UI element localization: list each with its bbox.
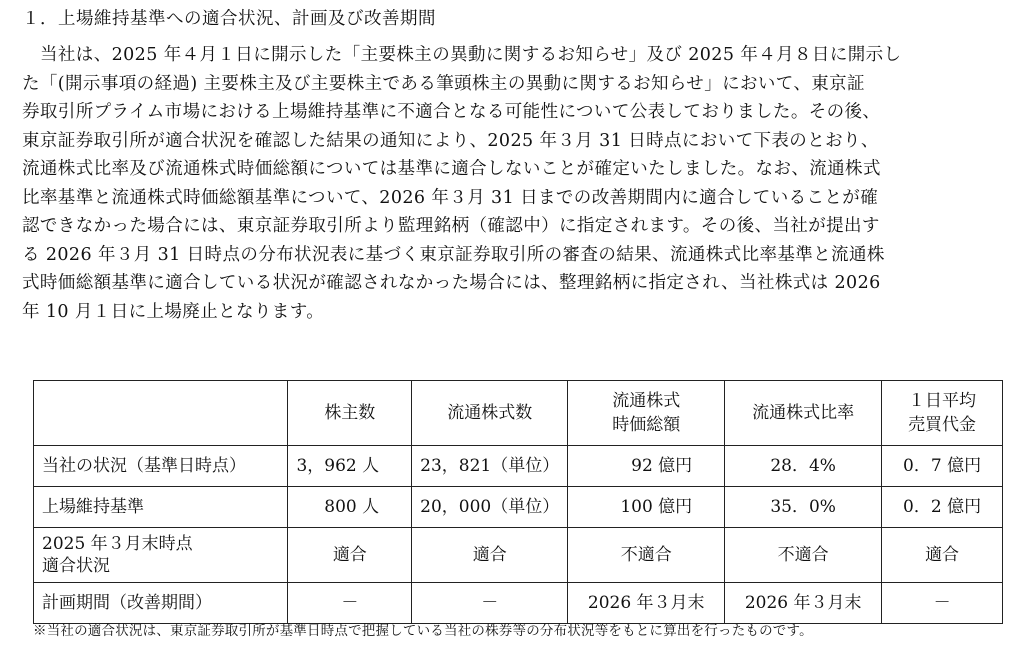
table-row — [34, 583, 1003, 624]
header-cell-daily-trading — [882, 381, 1003, 446]
paragraph-line: 年 10 月１日に上場廃止となります。 — [22, 301, 325, 322]
table-row — [34, 528, 1003, 583]
table-cell: － — [882, 583, 1003, 624]
table-cell: 3，962 人 — [288, 446, 412, 487]
table-cell: 適合 — [288, 528, 412, 583]
footnote: ※当社の適合状況は、東京証券取引所が基準日時点で把握している当社の株券等の分布状況等をもとに算出を行ったものです。 — [33, 623, 813, 639]
header-line: 売買代金 — [908, 415, 977, 435]
table-cell: 92 億円 — [568, 446, 725, 487]
paragraph-line: 流通株式比率及び流通株式時価総額については基準に適合しないことが確定いたしました。なお、流通株式 — [22, 159, 881, 179]
header-line: １日平均 — [908, 391, 977, 411]
row-label: 上場維持基準 — [34, 487, 288, 528]
header-line: 流通株式 — [612, 391, 681, 411]
table-cell: － — [412, 583, 568, 624]
body-paragraph — [22, 41, 1004, 326]
row-label — [34, 528, 288, 583]
row-label-line: 2025 年３月末時点 — [42, 534, 193, 554]
table-header-row — [34, 381, 1003, 446]
table-cell: － — [288, 583, 412, 624]
table-cell: 2026 年３月末 — [725, 583, 882, 624]
paragraph-line: 東京証券取引所が適合状況を確認した結果の通知により、2025 年３月 31 日時点において下表のとおり、 — [22, 130, 879, 151]
table-cell: 23，821（単位） — [412, 446, 568, 487]
table-cell: 800 人 — [288, 487, 412, 528]
header-cell-tradable-shares: 流通株式数 — [412, 381, 568, 446]
table-cell: 20，000（単位） — [412, 487, 568, 528]
header-cell-market-cap — [568, 381, 725, 446]
table-row — [34, 487, 1003, 528]
paragraph-line: 認できなかった場合には、東京証券取引所より監理銘柄（確認中）に指定されます。その後、当社が提出す — [22, 216, 880, 236]
table-cell: 不適合 — [725, 528, 882, 583]
row-label-line: 適合状況 — [42, 556, 110, 576]
table-cell: 0．2 億円 — [882, 487, 1003, 528]
table-row — [34, 446, 1003, 487]
paragraph-line: 券取引所プライム市場における上場維持基準に不適合となる可能性について公表しておりました。その後、 — [22, 102, 881, 122]
row-label: 計画期間（改善期間） — [34, 583, 288, 624]
section-heading: １．上場維持基準への適合状況、計画及び改善期間 — [22, 9, 436, 29]
header-cell-tradable-ratio: 流通株式比率 — [725, 381, 882, 446]
header-cell-shareholders: 株主数 — [288, 381, 412, 446]
paragraph-line: る 2026 年３月 31 日時点の分布状況表に基づく東京証券取引所の審査の結果、流通株式比率基準と流通株 — [22, 244, 885, 265]
header-cell-empty — [34, 381, 288, 446]
table-cell: 28．4% — [725, 446, 882, 487]
table-cell: 不適合 — [568, 528, 725, 583]
table-cell: 100 億円 — [568, 487, 725, 528]
listing-criteria-table — [33, 380, 1003, 624]
paragraph-line: 当社は、2025 年４月１日に開示した「主要株主の異動に関するお知らせ」及び 2025 年４月８日に開示し — [40, 45, 902, 65]
table-cell: 0．7 億円 — [882, 446, 1003, 487]
paragraph-line: た「(開示事項の経過) 主要株主及び主要株主である筆頭株主の異動に関するお知らせ」において、東京証 — [22, 73, 865, 94]
header-line: 時価総額 — [612, 415, 681, 435]
table-cell: 35．0% — [725, 487, 882, 528]
row-label: 当社の状況（基準日時点） — [34, 446, 288, 487]
table-cell: 適合 — [412, 528, 568, 583]
table-cell: 2026 年３月末 — [568, 583, 725, 624]
table-cell: 適合 — [882, 528, 1003, 583]
paragraph-line: 式時価総額基準に適合している状況が確認されなかった場合には、整理銘柄に指定され、当社株式は 2026 — [22, 273, 881, 293]
paragraph-line: 比率基準と流通株式時価総額基準について、2026 年３月 31 日までの改善期間内に適合していることが確 — [22, 187, 879, 208]
